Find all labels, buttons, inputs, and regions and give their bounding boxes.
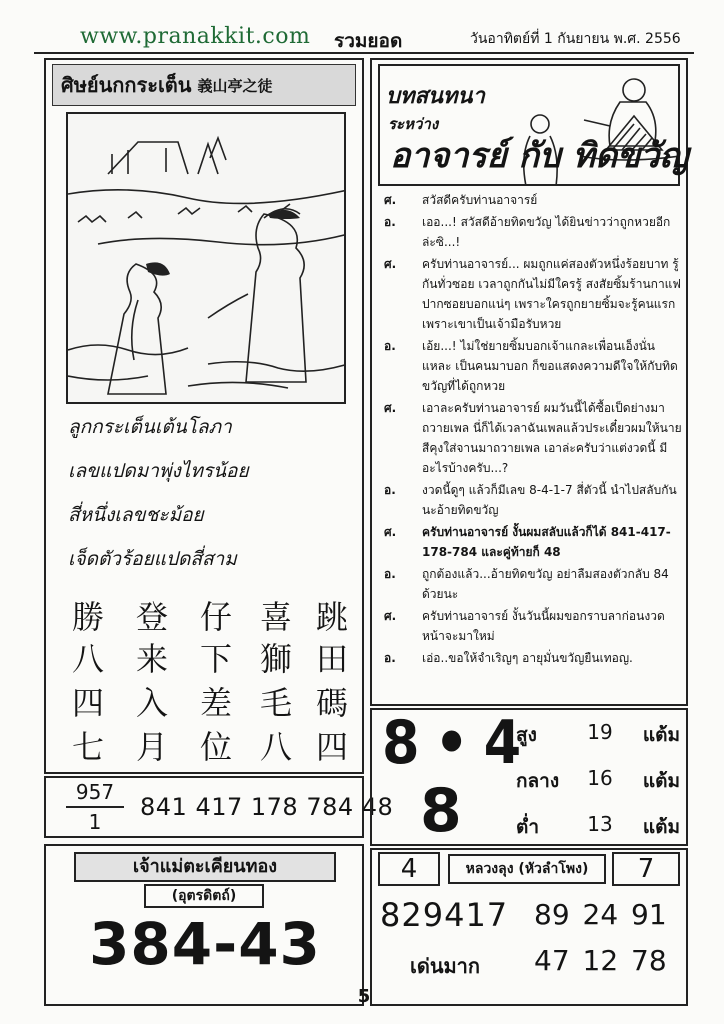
han-char: 四 [72,684,105,722]
forecast-label: กลาง [516,770,560,792]
dialogue [384,190,684,670]
shrine-province: (อุตรดิตถ์) [144,884,264,908]
fraction-bar [66,806,124,808]
dialogue-text: เออ...! สวัสดีอ้ายทิดขวัญ ได้ยินข่าวว่าถูกหวยอีกล่ะซิ...! [422,215,671,249]
shrine-number: 384-43 [89,910,321,978]
fraction-bottom: 1 [88,810,102,834]
speaker: ศ. [384,193,397,207]
prominent-label: เด่นมาก [410,954,481,978]
six-digit-number: 829417 [380,896,509,934]
forecast-row-low [516,812,684,842]
issue-date: วันอาทิตย์ที่ 1 กันยายน พ.ศ. 2556 [470,31,681,47]
speaker: อ. [384,483,396,497]
left-title-chinese: 義山亭之徒 [197,76,273,95]
han-char: 八 [72,640,105,678]
dialogue-text: ครับท่านอาจารย์ งั้นวันนี้ผมขอกราบลาก่อนงวดหน้าจะมาใหม่ [422,609,665,643]
han-char: 七 [72,728,105,766]
forecast-unit: แต้ม [642,770,680,792]
dialogue-line [384,564,684,604]
dialogue-line [384,212,684,252]
forecast-label: ต่ำ [516,816,540,838]
forecast-big-bottom: 8 [420,776,462,846]
dialogue-text: เอาละครับท่านอาจารย์ ผมวันนี้ได้ซื้อเป็ดย่างมาถวายเพล นี่ก็ได้เวลาฉันเพลแล้วประเดี๋ยวผมให้นายสีคุงใส่จานมาถวายเพล เอาล่ะครับว่าแต่งวดนี้ มี อะไรบ้างครับ...? [422,401,682,475]
dialogue-line [384,190,684,210]
page-number: 5 [357,986,371,1007]
han-char: 八 [260,728,293,766]
han-char: 来 [136,640,169,678]
publication-name: รวมยอด [334,30,403,52]
left-title-text: ศิษย์นกกระเต็น [61,73,192,97]
speaker: อ. [384,339,396,353]
poem-line-1: ลูกกระเต็นเต้นโลภา [68,416,232,438]
site-url[interactable]: www.pranakkit.com [80,24,311,49]
han-char: 下 [200,640,233,678]
right-number-box: 7 [612,852,680,886]
speaker: อ. [384,215,396,229]
pair-numbers-2: 47 12 78 [534,944,667,977]
poem-line-4: เจ็ดตัวร้อยแปดสี่สาม [68,548,237,570]
forecast-row-high [516,720,684,750]
han-char: 差 [200,684,233,722]
han-char: 位 [200,728,233,766]
forecast-row-mid [516,766,684,796]
ink-illustration [66,112,346,404]
speaker: ศ. [384,257,397,271]
dialogue-text: สวัสดีครับท่านอาจารย์ [422,193,538,207]
dialogue-line [384,254,684,334]
han-char: 勝 [72,598,105,636]
han-char: 入 [136,684,169,722]
forecast-score: 16 [587,766,613,790]
header-rule [34,52,694,54]
left-number-box: 4 [378,852,440,886]
poem-line-3: สี่หนึ่งเลขชะม้อย [68,504,204,526]
dialogue-title-3: อาจารย์ กับ ทิดขวัญ [390,136,689,176]
dialogue-line [384,336,684,396]
dialogue-title-2: ระหว่าง [388,115,439,133]
dialogue-line [384,480,684,520]
chinese-characters [66,592,356,768]
han-char: 跳 [316,598,349,636]
speaker: อ. [384,567,396,581]
monk-title: หลวงลุง (หัวลำโพง) [448,854,606,884]
dialogue-text: ถูกต้องแล้ว...อ้ายทิดขวัญ อย่าลืมสองตัวกลับ 84 ด้วยนะ [422,567,669,601]
dialogue-line [384,398,684,478]
han-char: 碼 [316,684,349,722]
dialogue-line [384,648,684,668]
dialogue-text: เอ่อ..ขอให้จำเริญๆ อายุมั่นขวัญยืนเทอญ. [422,651,633,665]
dialogue-text: เอ้ย...! ไม่ใช่ยายซิ้มบอกเจ้าแกละเพื่อนเอ็งนั่นแหละ เป็นคนมาบอก ก็ขอแสดงความดีใจให้กับทิดขวัญที่ได้ถูกหวย [422,339,678,393]
han-char: 獅 [260,640,293,678]
dialogue-text: ครับท่านอาจารย์... ผมถูกแค่สองตัวหนึ่งร้อยบาท รู้กันทั่วซอย เวลาถูกกันไม่มีใครรู้ สงสัยซิ้มร้านกาแฟปากซอยบอกแน่ๆ เพราะใครถูกยายซิ้มจะรู้คนแรกเพราะเขาเป็นเจ้ามือรับหวย [422,257,681,331]
han-char: 田 [316,640,349,678]
illustration-drawing [68,114,346,404]
forecast-score: 19 [587,720,613,744]
speaker: ศ. [384,609,397,623]
poem-line-2: เลขแปดมาพุ่งไทรน้อย [68,460,249,482]
han-char: 月 [136,728,169,766]
forecast-big-top: 8 • 4 [382,708,520,778]
fraction-top: 957 [75,780,115,804]
dialogue-line [384,606,684,646]
han-char: 喜 [260,598,293,636]
shrine-title: เจ้าแม่ตะเคียนทอง [74,852,336,882]
pair-numbers-1: 89 24 91 [534,898,667,931]
number-sequence: 841 417 178 784 48 [140,793,394,821]
speaker: อ. [384,651,396,665]
dialogue-text: งวดนี้ดูๆ แล้วก็มีเลข 8-4-1-7 สี่ตัวนี้ นำไปสลับกันนะอ้ายทิดขวัญ [422,483,677,517]
han-char: 毛 [260,684,293,722]
han-char: 四 [316,728,349,766]
forecast-unit: แต้ม [642,724,680,746]
forecast-unit: แต้ม [642,816,680,838]
dialogue-text: ครับท่านอาจารย์ งั้นผมสลับแล้วก็ได้ 841-417-178-784 และคู่ท้ายก็ 48 [422,525,671,559]
han-char: 仔 [200,598,233,636]
forecast-score: 13 [587,812,613,836]
forecast-label: สูง [516,724,537,746]
dialogue-line [384,522,684,562]
dialogue-title-1: บทสนทนา [386,84,485,109]
speaker: ศ. [384,401,397,415]
left-panel-title [52,64,356,106]
speaker: ศ. [384,525,397,539]
han-char: 登 [136,598,169,636]
